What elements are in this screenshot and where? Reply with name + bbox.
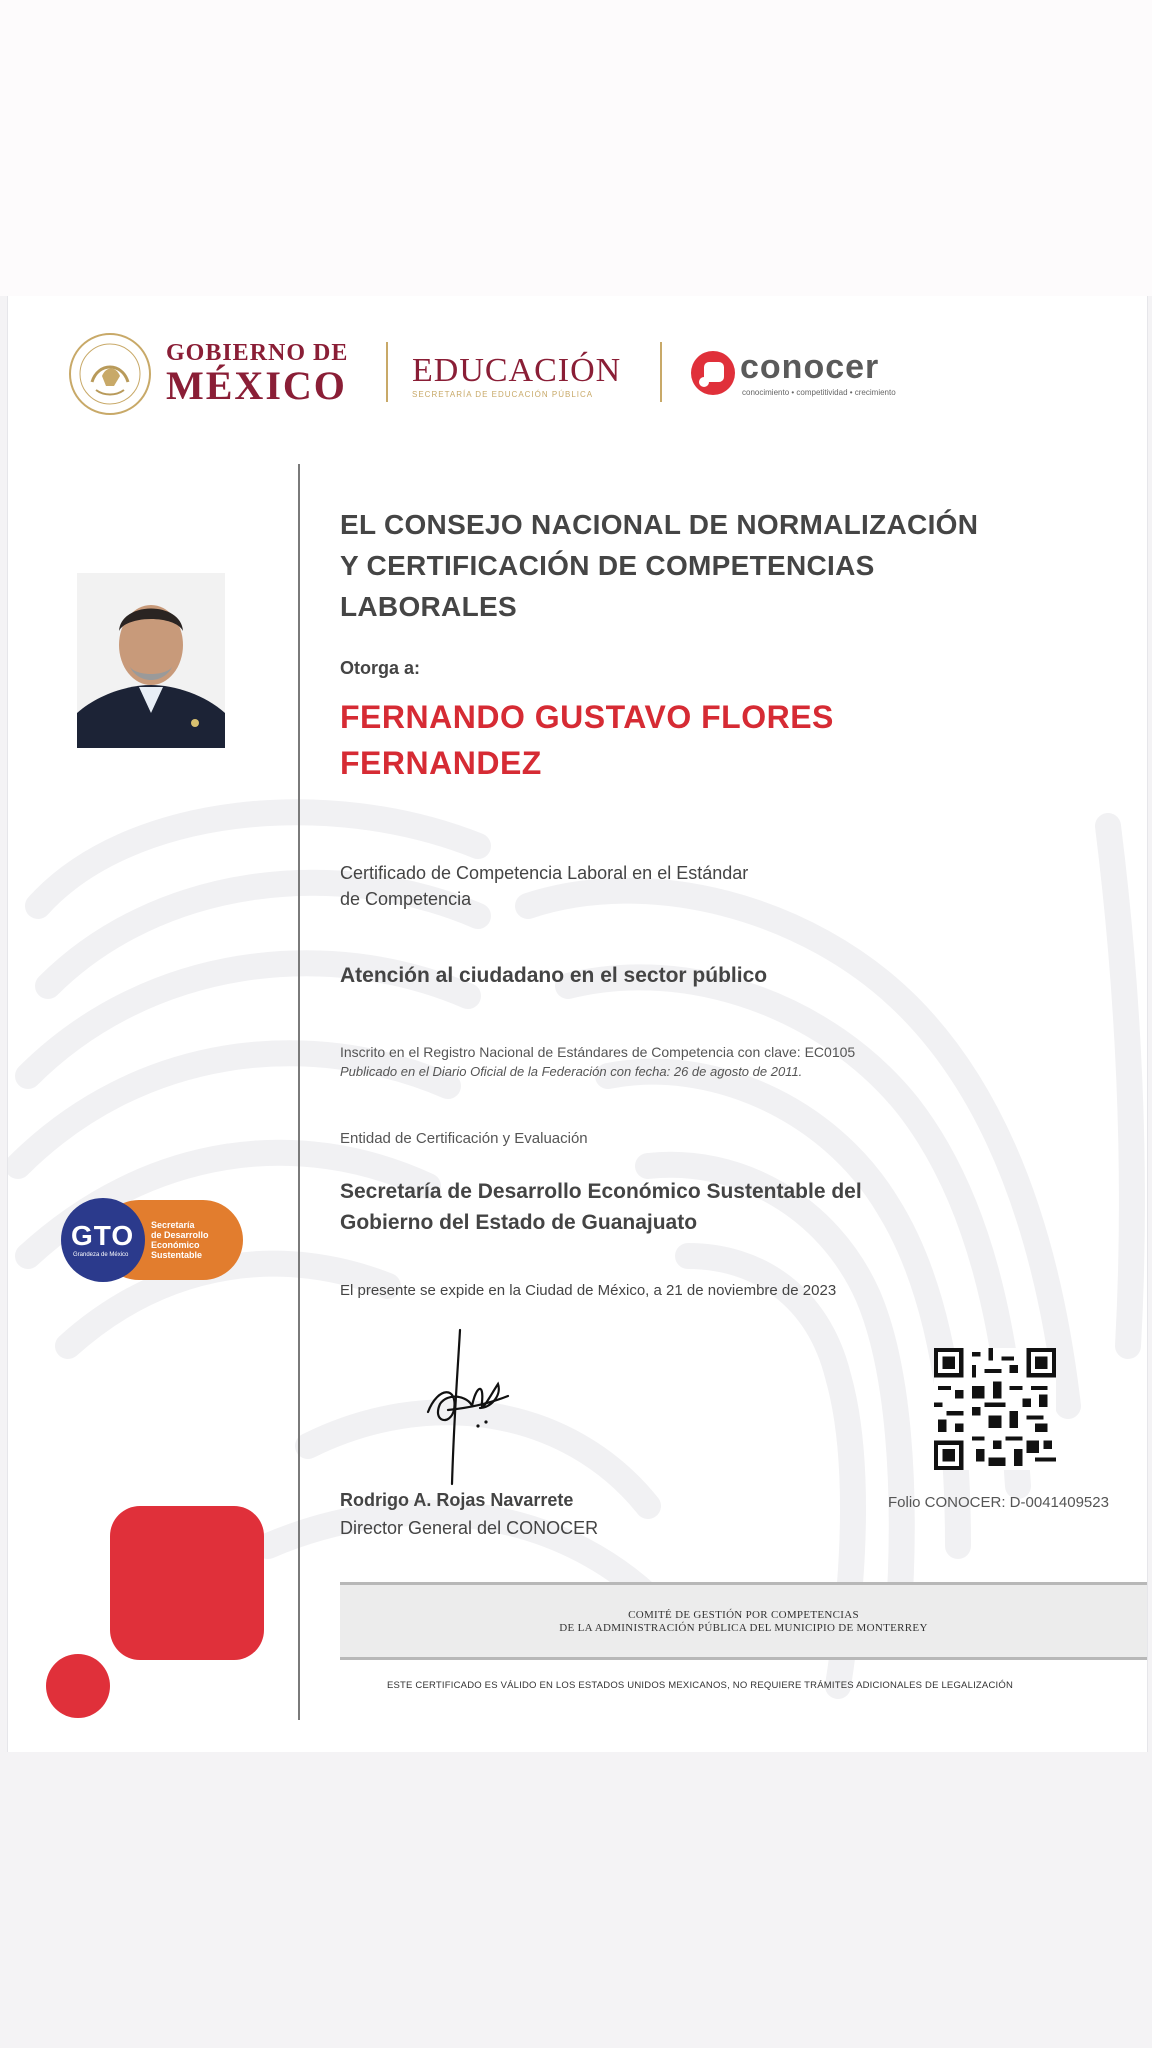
committee-line1: COMITÉ DE GESTIÓN POR COMPETENCIAS (628, 1609, 859, 1621)
decorative-red-circle (46, 1654, 110, 1718)
issue-statement: El presente se expide en la Ciudad de México, a 21 de noviembre de 2023 (340, 1282, 837, 1299)
entity-label: Entidad de Certificación y Evaluación (340, 1130, 588, 1147)
entity-line2: Gobierno del Estado de Guanajuato (340, 1211, 698, 1234)
council-title: EL CONSEJO NACIONAL DE NORMALIZACIÓN Y CERTIFICACIÓN DE COMPETENCIAS LABORALES (340, 509, 979, 622)
standard-name: Atención al ciudadano en el sector público (340, 964, 768, 987)
signature-icon (418, 1326, 538, 1486)
gto-sub: Grandeza de México (73, 1252, 129, 1258)
gobierno-de-mexico-logo (166, 340, 348, 406)
registry-info (340, 1042, 855, 1082)
signer-title: Director General del CONOCER (340, 1518, 599, 1538)
gto-text (151, 1220, 209, 1260)
conocer-tagline: conocimiento • competitividad • crecimiento (742, 388, 896, 397)
registry-line: Inscrito en el Registro Nacional de Estándares de Competencia con clave: EC0105 (340, 1044, 856, 1060)
recipient-name-line1: FERNANDO GUSTAVO FLORES (340, 699, 834, 735)
logo-divider (386, 342, 388, 402)
gto-text-line4: Sustentable (151, 1250, 203, 1260)
gto-sdes-logo (59, 1196, 243, 1284)
qr-code-icon[interactable] (934, 1348, 1056, 1470)
certificate-type-line2: de Competencia (340, 889, 472, 909)
edu-line1: EDUCACIÓN (412, 352, 622, 389)
certificate (7, 296, 1148, 1752)
committee-line2: DE LA ADMINISTRACIÓN PÚBLICA DEL MUNICIPIO DE MONTERREY (559, 1622, 928, 1634)
column-divider (298, 464, 300, 1720)
folio-number: Folio CONOCER: D-0041409523 (888, 1494, 1109, 1511)
mexican-seal-icon (68, 332, 152, 416)
header-logos (68, 332, 968, 412)
top-blank-band (0, 0, 1152, 296)
committee-band (340, 1582, 1147, 1660)
certificate-type (340, 860, 860, 912)
gob-line2: MÉXICO (166, 363, 347, 408)
conocer-logo-icon (690, 350, 736, 396)
signer-name: Rodrigo A. Rojas Navarrete (340, 1490, 574, 1510)
certifying-entity (340, 1176, 980, 1238)
gto-text-line2: de Desarrollo (151, 1230, 209, 1240)
recipient-photo (77, 573, 225, 748)
bottom-blank-band (0, 1752, 1152, 2048)
logo-divider (660, 342, 662, 402)
certificate-type-line1: Certificado de Competencia Laboral en el Estándar (340, 863, 749, 883)
conocer-wordmark: conocer (740, 348, 880, 386)
entity-line1: Secretaría de Desarrollo Económico Sustentable del (340, 1180, 862, 1203)
grants-label: Otorga a: (340, 658, 421, 678)
decorative-red-square (110, 1506, 264, 1660)
edu-line2: SECRETARÍA DE EDUCACIÓN PÚBLICA (412, 390, 594, 399)
published-line: Publicado en el Diario Oficial de la Federación con fecha: 26 de agosto de 2011. (340, 1064, 803, 1079)
gob-line1: GOBIERNO DE (166, 340, 349, 366)
validity-note: ESTE CERTIFICADO ES VÁLIDO EN LOS ESTADOS UNIDOS MEXICANOS, NO REQUIERE TRÁMITES ADICIONALES DE LEGALIZACIÓN (386, 1680, 1014, 1691)
gto-text-line3: Económico (151, 1240, 200, 1250)
recipient-name (340, 694, 980, 786)
educacion-logo (412, 354, 621, 399)
gto-mark: GTO (71, 1220, 135, 1251)
recipient-name-line2: FERNANDEZ (340, 745, 542, 781)
gto-text-line1: Secretaría (151, 1220, 195, 1230)
